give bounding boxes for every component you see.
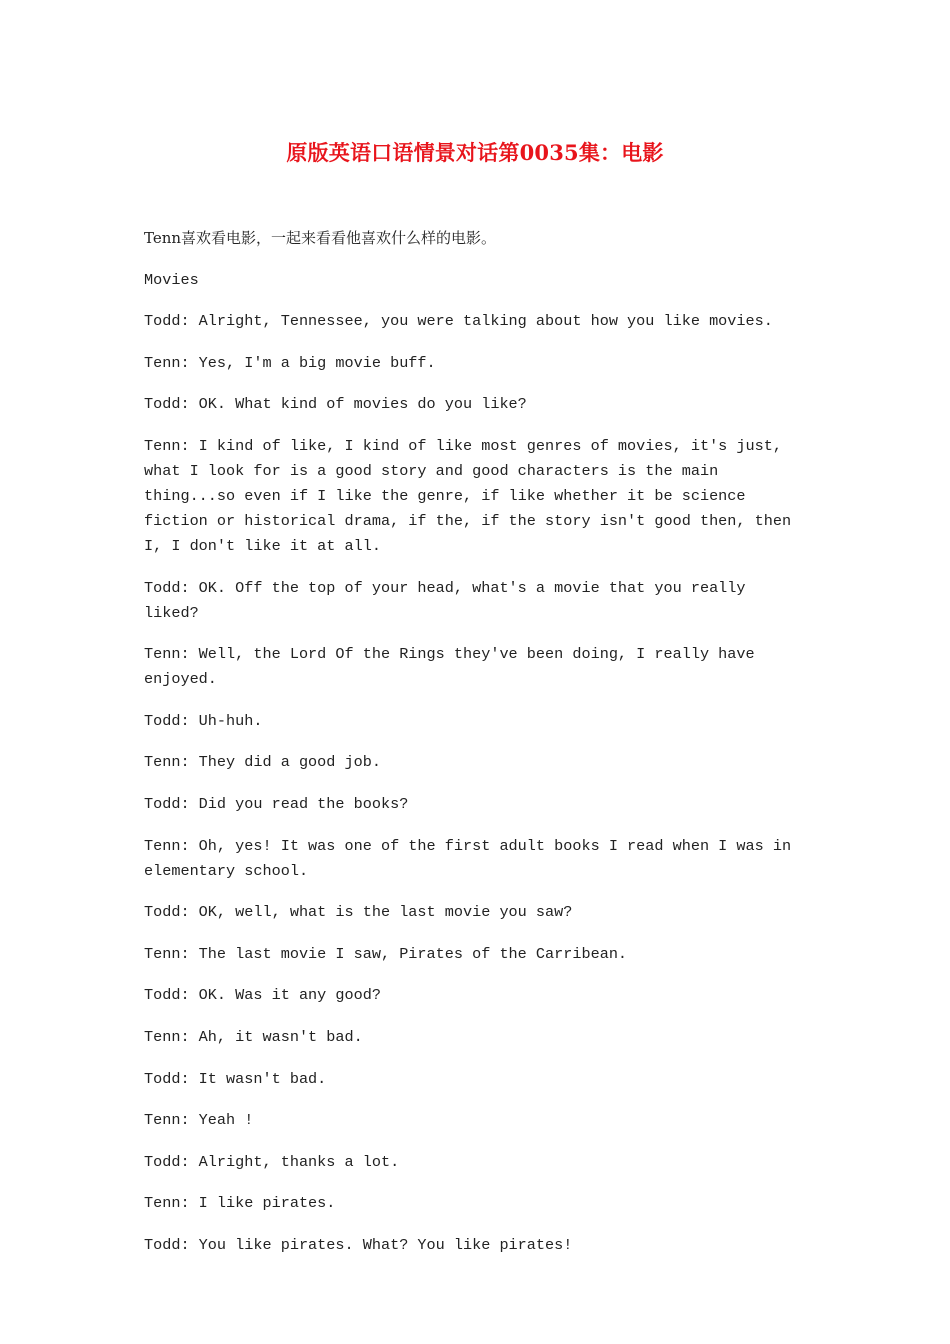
dialogue-line: Tenn: I like pirates. xyxy=(144,1194,336,1213)
dialogue-line: Tenn: Well, the Lord Of the Rings they've been doing, I really have enjoyed. xyxy=(144,645,755,689)
dialogue-line: Todd: You like pirates. What? You like pirates! xyxy=(144,1235,573,1254)
dialogue-line: Tenn: Yeah ! xyxy=(144,1111,254,1130)
dialogue-line: Tenn: The last movie I saw, Pirates of the Carribean. xyxy=(144,944,628,963)
document-body xyxy=(144,226,796,1274)
dialogue-line: Todd: It wasn't bad. xyxy=(144,1069,327,1088)
dialogue-line: Todd: OK. Was it any good? xyxy=(144,986,381,1005)
dialogue-line: Tenn: Ah, it wasn't bad. xyxy=(144,1027,363,1046)
dialogue-line: Todd: OK. Off the top of your head, what's a movie that you really liked? xyxy=(144,578,746,622)
dialogue-line: Todd: OK, well, what is the last movie you saw? xyxy=(144,903,573,922)
dialogue-line: Todd: Alright, Tennessee, you were talking about how you like movies. xyxy=(144,312,773,331)
intro-paragraph: Tenn喜欢看电影，一起来看看他喜欢什么样的电影。 xyxy=(144,229,497,247)
section-heading: Movies xyxy=(144,270,199,289)
dialogue-line: Todd: Did you read the books? xyxy=(144,794,409,813)
dialogue-line: Tenn: Oh, yes! It was one of the first adult books I read when I was in elementary school. xyxy=(144,836,792,880)
document-title: 原版英语口语情景对话第0035集：电影 xyxy=(286,140,664,165)
dialogue-line: Tenn: They did a good job. xyxy=(144,753,381,772)
dialogue-line: Todd: Alright, thanks a lot. xyxy=(144,1152,400,1171)
dialogue-line: Tenn: I kind of like, I kind of like most genres of movies, it's just, what I look for is a good story and good characters is the main thing...so even if I like the genre, if like whether it be science fiction or historical drama, if the, if the story isn't good then, then I, I don't like it at all. xyxy=(144,436,792,555)
dialogue-line: Tenn: Yes, I'm a big movie buff. xyxy=(144,353,436,372)
dialogue-line: Todd: Uh-huh. xyxy=(144,711,263,730)
dialogue-line: Todd: OK. What kind of movies do you like? xyxy=(144,395,527,414)
